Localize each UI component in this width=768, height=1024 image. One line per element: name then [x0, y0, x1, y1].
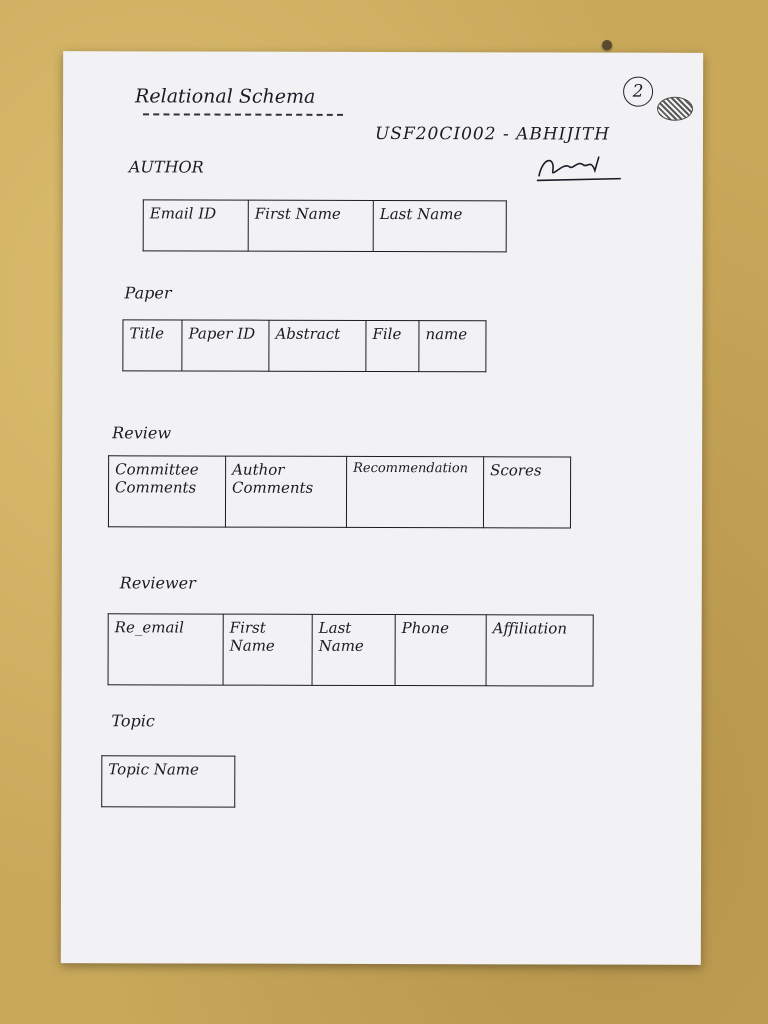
column-cell: First Name [223, 614, 312, 685]
column-cell: Author Comments [225, 456, 346, 527]
topic-table [101, 755, 235, 807]
column-cell: First Name [248, 200, 373, 251]
column-cell: Topic Name [102, 756, 235, 807]
column-cell: name [419, 321, 486, 372]
column-cell: Last Name [312, 614, 395, 685]
column-cell: Title [123, 320, 182, 371]
page-title: Relational Schema [135, 85, 316, 108]
ink-stamp-icon [657, 97, 693, 121]
table-row [102, 756, 235, 807]
table-row [108, 614, 593, 686]
table-heading-paper: Paper [124, 283, 172, 303]
column-cell: Paper ID [182, 320, 269, 371]
table-row [123, 320, 486, 372]
table-heading-author: AUTHOR [128, 157, 204, 177]
author-table [143, 199, 507, 252]
column-cell: File [366, 320, 419, 371]
table-heading-topic: Topic [111, 711, 155, 731]
reviewer-table [108, 613, 594, 686]
review-table [108, 455, 571, 528]
table-heading-review: Review [112, 423, 172, 443]
column-cell: Affiliation [486, 615, 593, 686]
table-row [143, 200, 506, 252]
column-cell: Phone [395, 615, 486, 686]
column-cell: Last Name [373, 200, 506, 251]
column-cell: Scores [483, 457, 570, 528]
page-number: 2 [623, 77, 653, 107]
wall-pin [602, 40, 612, 50]
column-cell: Recommendation [346, 456, 483, 527]
student-id: USF20CI002 - ABHIJITH [374, 123, 611, 145]
column-cell: Email ID [143, 200, 248, 251]
table-heading-reviewer: Reviewer [119, 573, 196, 593]
column-cell: Re_email [108, 614, 223, 685]
table-row [108, 456, 570, 528]
paper-sheet [61, 51, 703, 965]
title-underline [143, 113, 343, 116]
signature-icon [533, 150, 625, 182]
paper-table [122, 319, 486, 372]
column-cell: Abstract [269, 320, 366, 371]
column-cell: Committee Comments [108, 456, 225, 527]
